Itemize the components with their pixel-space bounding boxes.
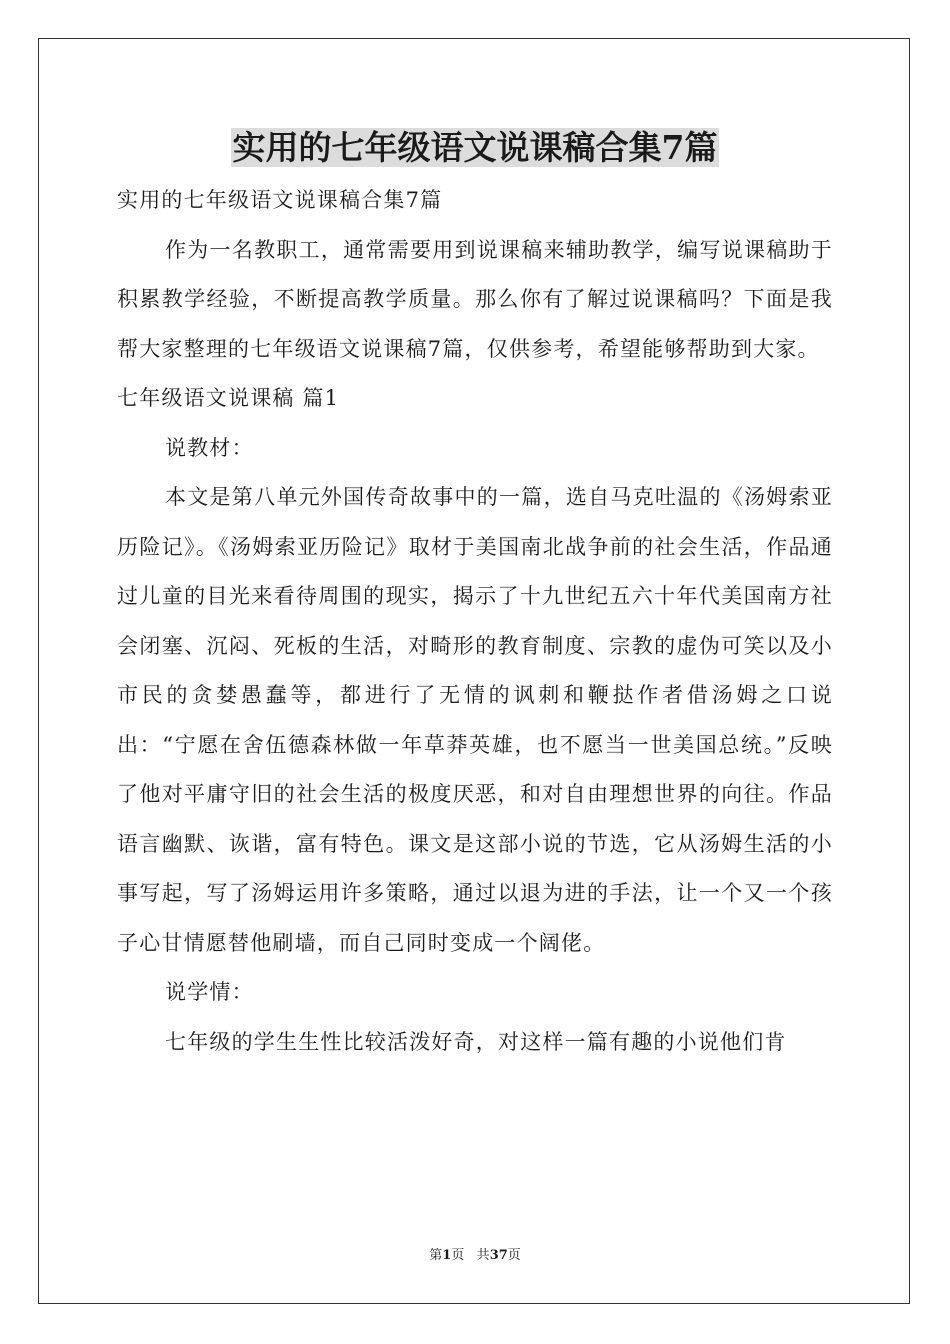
textbook-label: 说教材： <box>165 435 254 460</box>
page-footer <box>0 1247 950 1265</box>
page-number: 1 <box>442 1248 452 1263</box>
total-prefix: 共 <box>476 1248 490 1263</box>
document-title-text: 实用的七年级语文说课稿合集7篇 <box>232 128 718 167</box>
document-title <box>0 126 950 170</box>
intro-paragraph: 作为一名教职工，通常需要用到说课稿来辅助教学，编写说课稿助于积累教学经验，不断提高教学质量。那么你有了解过说课稿吗？下面是我帮大家整理的七年级语文说课稿7篇，仅供参考，希望能够帮助到大家。 <box>117 237 833 361</box>
document-subtitle: 实用的七年级语文说课稿合集7篇 <box>117 188 443 212</box>
section-heading: 七年级语文说课稿 篇1 <box>117 386 340 410</box>
textbook-paragraph: 本文是第八单元外国传奇故事中的一篇，选自马克吐温的《汤姆索亚历险记》。《汤姆索亚历险记》取材于美国南北战争前的社会生活，作品通过儿童的目光来看待周围的现实，揭示了十九世纪五六十年代美国南方社会闭塞、沉闷、死板的生活，对畸形的教育制度、宗教的虚伪可笑以及小市民的贪婪愚蠢等，都进行了无情的讽刺和鞭挞作者借汤姆之口说出：“宁愿在舍伍德森林做一年草莽英雄，也不愿当一世美国总统。”反映了他对平庸守旧的社会生活的极度厌恶，和对自由理想世界的向往。作品语言幽默、诙谐，富有特色。课文是这部小说的节选，它从汤姆生活的小事写起，写了汤姆运用许多策略，通过以退为进的手法，让一个又一个孩子心甘情愿替他刷墙，而自己同时变成一个阔佬。 <box>117 485 833 955</box>
total-suffix: 页 <box>507 1248 521 1263</box>
document-body <box>117 176 833 1067</box>
total-pages: 37 <box>489 1248 508 1263</box>
students-label: 说学情： <box>165 980 254 1004</box>
students-paragraph: 七年级的学生生性比较活泼好奇，对这样一篇有趣的小说他们肯 <box>165 1029 787 1054</box>
page-prefix: 第 <box>429 1248 443 1263</box>
page-suffix: 页 <box>451 1248 465 1263</box>
